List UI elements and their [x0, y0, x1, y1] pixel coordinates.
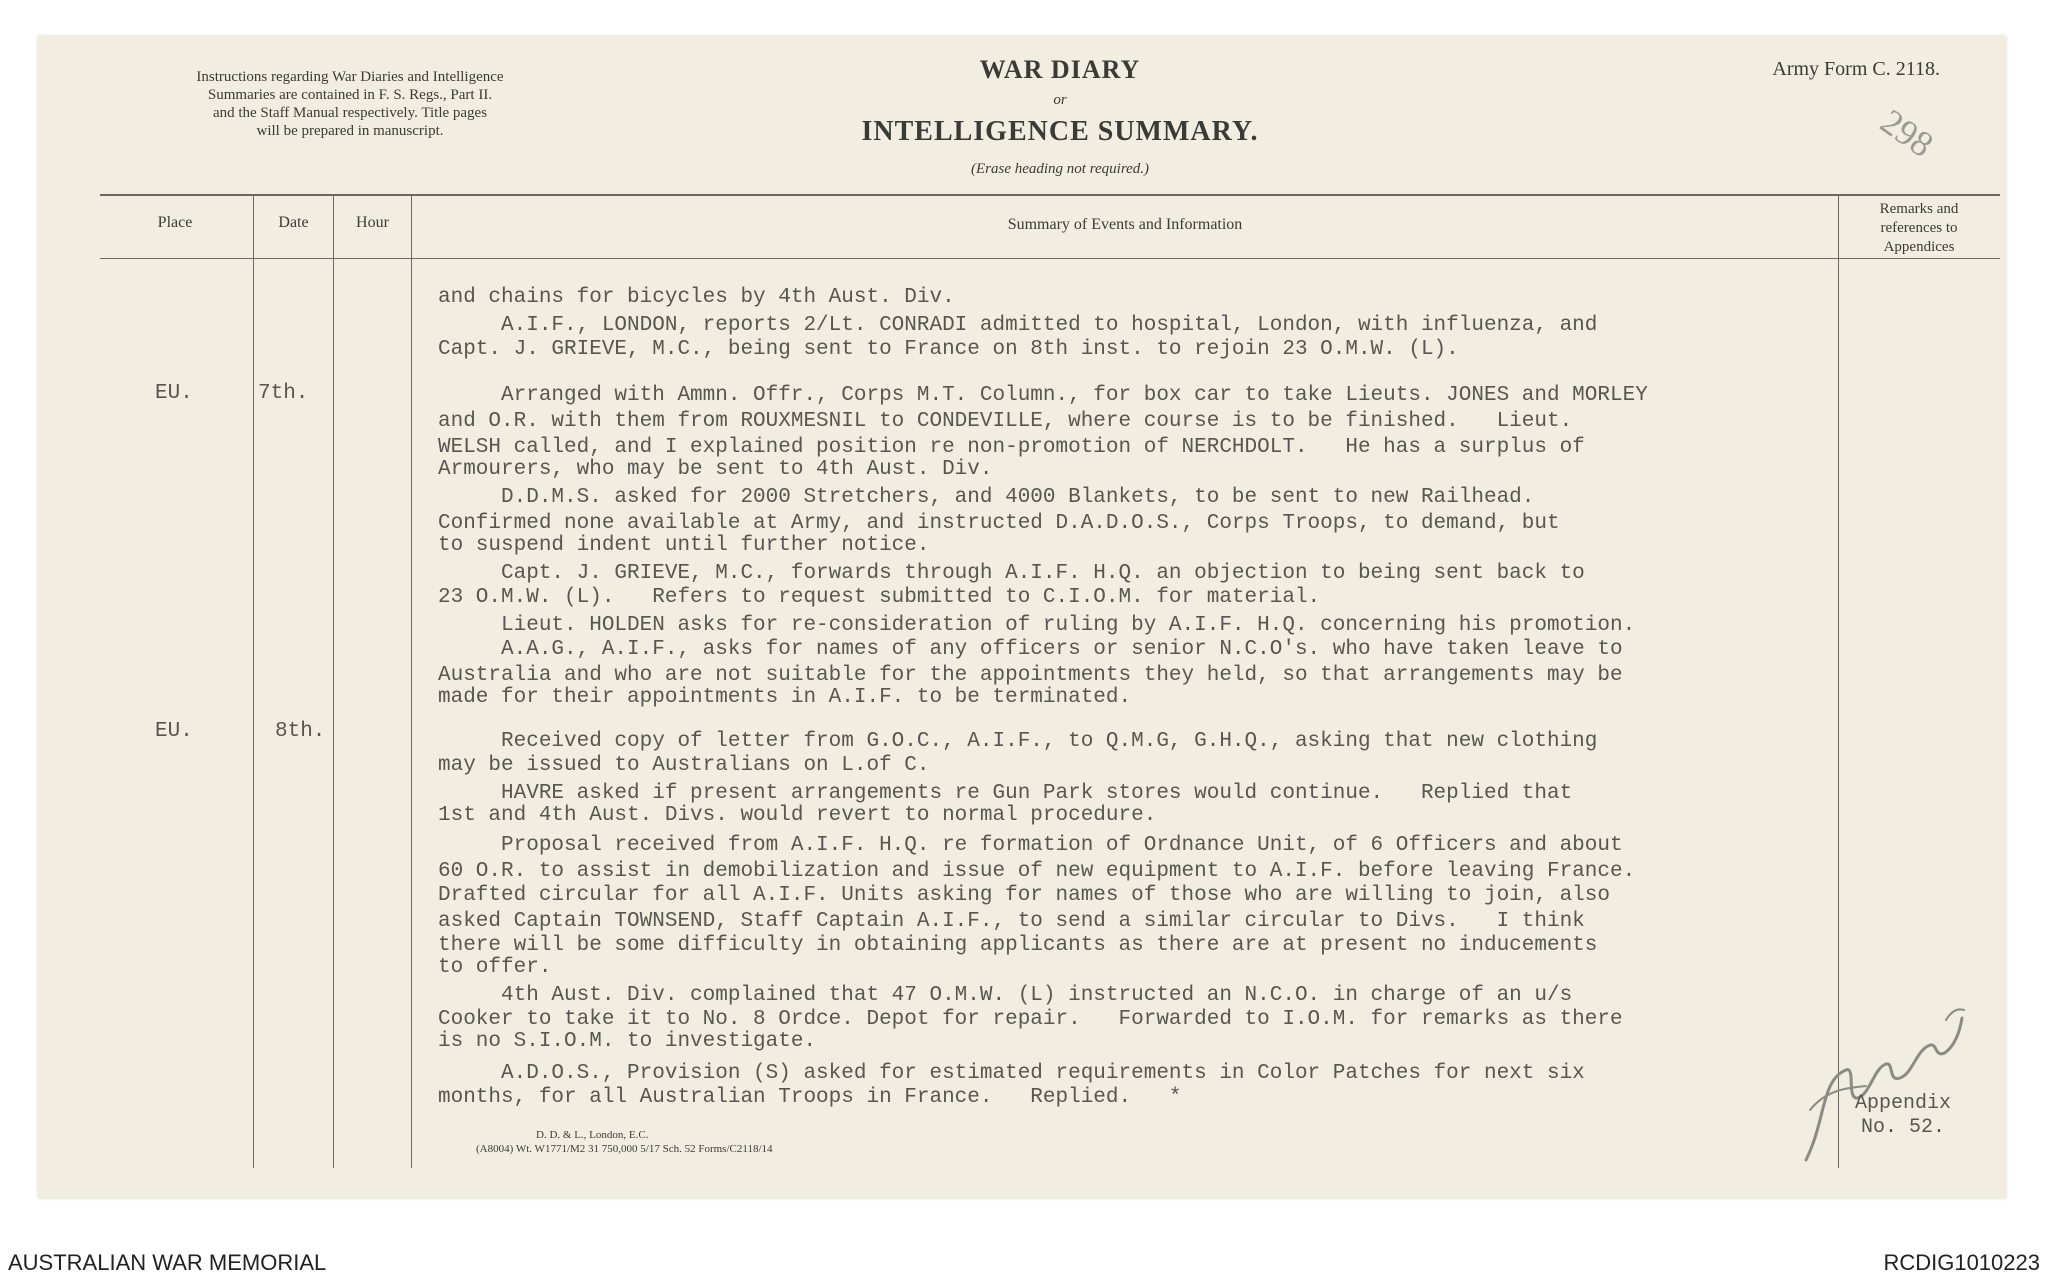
diary-line: D.D.M.S. asked for 2000 Stretchers, and 4000 Blankets, to be sent to new Railhead.	[438, 486, 1535, 509]
instructions-line: Instructions regarding War Diaries and Intelligence	[196, 69, 504, 85]
column-header-hour: Hour	[356, 214, 389, 231]
column-header-remarks-line: Remarks and	[1879, 201, 1959, 217]
diary-line: A.I.F., LONDON, reports 2/Lt. CONRADI admitted to hospital, London, with influenza, and	[438, 314, 1598, 337]
diary-line: may be issued to Australians on L.of C.	[438, 754, 930, 777]
diary-line: HAVRE asked if present arrangements re Gun Park stores would continue. Replied that	[438, 782, 1573, 805]
diary-line: Armourers, who may be sent to 4th Aust. Div.	[438, 458, 993, 481]
handwritten-signature	[1796, 990, 1966, 1170]
entry-place: EU.	[155, 382, 193, 405]
column-header-remarks	[1840, 200, 1998, 257]
diary-line: A.D.O.S., Provision (S) asked for estimated requirements in Color Patches for next six	[438, 1062, 1585, 1085]
instructions-line: will be prepared in manuscript.	[256, 123, 444, 139]
appendix-number: No. 52.	[1861, 1116, 1946, 1139]
column-divider	[411, 196, 412, 1168]
footer-record-id: RCDIG1010223	[1883, 1250, 2040, 1275]
diary-line: 4th Aust. Div. complained that 47 O.M.W. (L) instructed an N.C.O. in charge of an u/s	[438, 984, 1573, 1007]
footer-archive-name: AUSTRALIAN WAR MEMORIAL	[8, 1250, 327, 1275]
diary-line: Capt. J. GRIEVE, M.C., forwards through A.I.F. H.Q. an objection to being sent back to	[438, 562, 1585, 585]
diary-line: Confirmed none available at Army, and instructed D.A.D.O.S., Corps Troops, to demand, but	[438, 512, 1560, 535]
diary-line: and O.R. with them from ROUXMESNIL to CONDEVILLE, where course is to be finished. Lieut.	[438, 410, 1573, 433]
form-number: Army Form C. 2118.	[1772, 58, 1940, 80]
entry-date: 7th.	[258, 382, 309, 405]
diary-line: 1st and 4th Aust. Divs. would revert to normal procedure.	[438, 804, 1157, 827]
appendix-reference	[1855, 1092, 1951, 1140]
printer-imprint	[476, 1128, 773, 1156]
diary-line: Proposal received from A.I.F. H.Q. re formation of Ordnance Unit, of 6 Officers and about	[438, 834, 1623, 857]
title-or: or	[1053, 92, 1067, 108]
column-header-summary: Summary of Events and Information	[1007, 216, 1243, 233]
page-stamp-number: 298	[1873, 101, 1941, 165]
diary-line: Cooker to take it to No. 8 Ordce. Depot for repair. Forwarded to I.O.M. for remarks as there	[438, 1008, 1623, 1031]
page-subtitle: INTELLIGENCE SUMMARY.	[861, 116, 1259, 147]
column-header-remarks-line: Appendices	[1883, 239, 1955, 255]
instructions-note	[110, 68, 590, 140]
diary-line: A.A.G., A.I.F., asks for names of any officers or senior N.C.O's. who have taken leave to	[438, 638, 1623, 661]
column-header-date: Date	[278, 214, 309, 231]
diary-line: to suspend indent until further notice.	[438, 534, 930, 557]
printer-imprint-line: (A8004) Wt. W1771/M2 31 750,000 5/17 Sch. 52 Forms/C2118/14	[476, 1143, 773, 1155]
diary-line: 23 O.M.W. (L). Refers to request submitted to C.I.O.M. for material.	[438, 586, 1321, 609]
diary-line: to offer.	[438, 956, 552, 979]
diary-line: there will be some difficulty in obtaining applicants as there are at present no inducements	[438, 934, 1598, 957]
diary-line: made for their appointments in A.I.F. to be terminated.	[438, 686, 1132, 709]
column-divider	[253, 196, 254, 1168]
diary-line: Lieut. HOLDEN asks for re-consideration of ruling by A.I.F. H.Q. concerning his promotion.	[438, 614, 1636, 637]
diary-line: WELSH called, and I explained position re non-promotion of NERCHDOLT. He has a surplus of	[438, 436, 1585, 459]
diary-line: Received copy of letter from G.O.C., A.I.F., to Q.M.G, G.H.Q., asking that new clothing	[438, 730, 1598, 753]
diary-line: 60 O.R. to assist in demobilization and issue of new equipment to A.I.F. before leaving France.	[438, 860, 1636, 883]
diary-line: is no S.I.O.M. to investigate.	[438, 1030, 817, 1053]
appendix-label: Appendix	[1855, 1092, 1952, 1115]
page-title: WAR DIARY	[979, 55, 1141, 84]
table-header-rule	[100, 258, 2000, 259]
column-header-remarks-line: references to	[1880, 220, 1958, 236]
table-top-rule	[100, 194, 2000, 196]
diary-line: months, for all Australian Troops in France. Replied. *	[438, 1086, 1182, 1109]
erase-note: (Erase heading not required.)	[970, 161, 1150, 177]
diary-line: Drafted circular for all A.I.F. Units asking for names of those who are willing to join, also	[438, 884, 1610, 907]
instructions-line: and the Staff Manual respectively. Title pages	[212, 105, 488, 121]
diary-line: Capt. J. GRIEVE, M.C., being sent to France on 8th inst. to rejoin 23 O.M.W. (L).	[438, 338, 1459, 361]
diary-line: asked Captain TOWNSEND, Staff Captain A.I.F., to send a similar circular to Divs. I think	[438, 910, 1585, 933]
column-header-place: Place	[157, 214, 193, 231]
entry-date: 8th.	[275, 720, 326, 743]
diary-line: and chains for bicycles by 4th Aust. Div.	[438, 286, 955, 309]
entry-place: EU.	[155, 720, 193, 743]
instructions-line: Summaries are contained in F. S. Regs., Part II.	[207, 87, 493, 103]
printer-imprint-line: D. D. & L., London, E.C.	[536, 1129, 649, 1141]
column-divider	[333, 196, 334, 1168]
diary-line: Australia and who are not suitable for the appointments they held, so that arrangements may be	[438, 664, 1623, 687]
diary-line: Arranged with Ammn. Offr., Corps M.T. Column., for box car to take Lieuts. JONES and MORLEY	[438, 384, 1648, 407]
